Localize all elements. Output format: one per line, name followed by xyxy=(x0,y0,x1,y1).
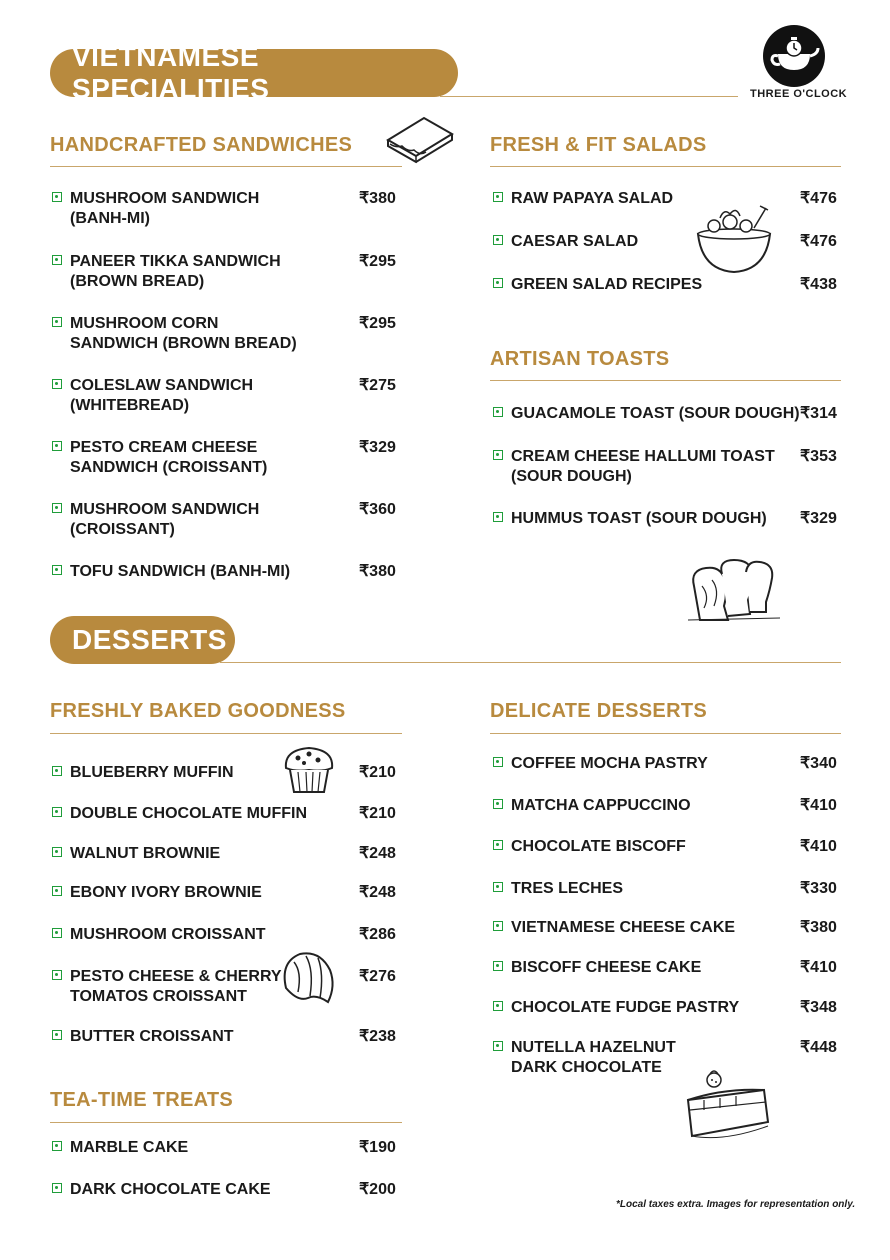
veg-mark-icon xyxy=(52,807,62,817)
veg-mark-icon xyxy=(493,1001,503,1011)
list-item xyxy=(52,438,402,478)
item-name: BUTTER CROISSANT xyxy=(70,1028,234,1045)
item-name: CAESAR SALAD xyxy=(511,233,639,250)
veg-mark-icon xyxy=(493,512,503,522)
item-price: ₹329 xyxy=(800,510,837,527)
item-price: ₹353 xyxy=(800,448,837,465)
item-name: PANEER TIKKA SANDWICH (BROWN BREAD) xyxy=(70,253,281,290)
item-name: BISCOFF CHEESE CAKE xyxy=(511,959,702,976)
veg-mark-icon xyxy=(493,235,503,245)
brand-name: THREE O'CLOCK xyxy=(750,88,848,100)
item-price: ₹238 xyxy=(359,1028,396,1045)
list-item xyxy=(493,998,841,1018)
list-item xyxy=(493,447,841,487)
item-name: PESTO CHEESE & CHERRY TOMATOS CROISSANT xyxy=(70,968,282,1005)
item-price: ₹410 xyxy=(800,959,837,976)
item-price: ₹248 xyxy=(359,845,396,862)
list-item xyxy=(52,763,402,783)
list-item xyxy=(52,883,402,903)
veg-mark-icon xyxy=(52,1030,62,1040)
list-item xyxy=(493,879,841,899)
item-name: DOUBLE CHOCOLATE MUFFIN xyxy=(70,805,308,822)
item-name: EBONY IVORY BROWNIE xyxy=(70,884,262,901)
cake-slice-illustration-icon xyxy=(684,1066,776,1147)
item-name: MUSHROOM SANDWICH (BANH-MI) xyxy=(70,190,260,227)
list-item xyxy=(52,844,402,864)
veg-mark-icon xyxy=(493,921,503,931)
list-item xyxy=(52,967,402,1007)
section-title-sandwiches: HANDCRAFTED SANDWICHES xyxy=(50,134,353,156)
list-item xyxy=(493,918,841,938)
veg-mark-icon xyxy=(493,192,503,202)
list-item xyxy=(493,189,841,209)
veg-mark-icon xyxy=(52,317,62,327)
veg-mark-icon xyxy=(52,1141,62,1151)
veg-mark-icon xyxy=(493,882,503,892)
item-price: ₹210 xyxy=(359,805,396,822)
item-price: ₹190 xyxy=(359,1139,396,1156)
item-name: MATCHA CAPPUCCINO xyxy=(511,797,691,814)
item-price: ₹276 xyxy=(359,968,396,985)
item-name: GREEN SALAD RECIPES xyxy=(511,276,703,293)
banner-rule xyxy=(220,662,841,663)
list-item xyxy=(52,314,402,354)
item-name: TOFU SANDWICH (BANH-MI) xyxy=(70,563,291,580)
section-rule xyxy=(50,1122,402,1123)
veg-mark-icon xyxy=(52,503,62,513)
item-price: ₹380 xyxy=(800,919,837,936)
item-price: ₹410 xyxy=(800,797,837,814)
teapot-clock-logo-icon xyxy=(762,24,826,88)
list-item xyxy=(493,754,841,774)
list-item xyxy=(493,275,841,295)
list-item xyxy=(52,252,402,292)
sandwich-illustration-icon xyxy=(384,112,456,173)
item-price: ₹210 xyxy=(359,764,396,781)
list-item xyxy=(52,1027,402,1047)
item-name: MUSHROOM CORN SANDWICH (BROWN BREAD) xyxy=(70,315,297,352)
section-rule xyxy=(490,380,841,381)
section-rule xyxy=(490,166,841,167)
veg-mark-icon xyxy=(52,886,62,896)
item-price: ₹448 xyxy=(800,1039,837,1056)
list-item xyxy=(493,796,841,816)
section-rule xyxy=(490,733,841,734)
item-name: COFFEE MOCHA PASTRY xyxy=(511,755,708,772)
section-title-tea: TEA-TIME TREATS xyxy=(50,1089,234,1111)
veg-mark-icon xyxy=(52,928,62,938)
item-name: MUSHROOM CROISSANT xyxy=(70,926,266,943)
item-name: VIETNAMESE CHEESE CAKE xyxy=(511,919,736,936)
item-price: ₹295 xyxy=(359,253,396,270)
item-price: ₹329 xyxy=(359,439,396,456)
veg-mark-icon xyxy=(493,450,503,460)
item-price: ₹380 xyxy=(359,563,396,580)
item-price: ₹248 xyxy=(359,884,396,901)
item-name: PESTO CREAM CHEESE SANDWICH (CROISSANT) xyxy=(70,439,268,476)
list-item xyxy=(493,404,841,424)
veg-mark-icon xyxy=(52,441,62,451)
banner-desserts: DESSERTS xyxy=(50,616,235,664)
list-item xyxy=(52,562,402,582)
item-name: MARBLE CAKE xyxy=(70,1139,189,1156)
banner-rule xyxy=(440,96,738,97)
footnote: *Local taxes extra. Images for representation only. xyxy=(616,1199,856,1210)
veg-mark-icon xyxy=(52,192,62,202)
veg-mark-icon xyxy=(52,970,62,980)
section-title-baked: FRESHLY BAKED GOODNESS xyxy=(50,700,346,722)
item-price: ₹380 xyxy=(359,190,396,207)
veg-mark-icon xyxy=(52,1183,62,1193)
item-name: CREAM CHEESE HALLUMI TOAST (SOUR DOUGH) xyxy=(511,448,775,485)
list-item xyxy=(52,500,402,540)
veg-mark-icon xyxy=(52,255,62,265)
veg-mark-icon xyxy=(52,565,62,575)
item-name: NUTELLA HAZELNUT DARK CHOCOLATE xyxy=(511,1039,676,1076)
list-item xyxy=(52,804,402,824)
veg-mark-icon xyxy=(493,407,503,417)
list-item xyxy=(52,1138,402,1158)
item-price: ₹200 xyxy=(359,1181,396,1198)
item-name: RAW PAPAYA SALAD xyxy=(511,190,674,207)
veg-mark-icon xyxy=(493,757,503,767)
item-price: ₹438 xyxy=(800,276,837,293)
item-name: MUSHROOM SANDWICH (CROISSANT) xyxy=(70,501,260,538)
section-rule xyxy=(50,733,402,734)
item-price: ₹275 xyxy=(359,377,396,394)
veg-mark-icon xyxy=(52,766,62,776)
item-name: TRES LECHES xyxy=(511,880,624,897)
list-item xyxy=(493,958,841,978)
brand-logo xyxy=(762,24,826,88)
list-item xyxy=(52,189,402,229)
section-rule xyxy=(50,166,402,167)
item-price: ₹476 xyxy=(800,233,837,250)
section-title-desserts: DELICATE DESSERTS xyxy=(490,700,707,722)
item-name: COLESLAW SANDWICH (WHITEBREAD) xyxy=(70,377,254,414)
item-name: DARK CHOCOLATE CAKE xyxy=(70,1181,271,1198)
item-name: WALNUT BROWNIE xyxy=(70,845,221,862)
section-title-salads: FRESH & FIT SALADS xyxy=(490,134,707,156)
list-item xyxy=(493,232,841,252)
veg-mark-icon xyxy=(493,799,503,809)
item-price: ₹314 xyxy=(800,405,837,422)
item-price: ₹410 xyxy=(800,838,837,855)
banner-vietnamese-specialities: VIETNAMESE SPECIALITIES xyxy=(50,49,458,97)
list-item xyxy=(493,837,841,857)
veg-mark-icon xyxy=(493,1041,503,1051)
list-item xyxy=(493,1038,841,1078)
toast-illustration-icon xyxy=(684,556,784,633)
item-price: ₹330 xyxy=(800,880,837,897)
item-name: CHOCOLATE FUDGE PASTRY xyxy=(511,999,740,1016)
item-price: ₹360 xyxy=(359,501,396,518)
list-item xyxy=(493,509,841,529)
list-item xyxy=(52,1180,402,1200)
item-price: ₹340 xyxy=(800,755,837,772)
list-item xyxy=(52,376,402,416)
veg-mark-icon xyxy=(52,847,62,857)
item-name: CHOCOLATE BISCOFF xyxy=(511,838,686,855)
veg-mark-icon xyxy=(493,961,503,971)
item-name: BLUEBERRY MUFFIN xyxy=(70,764,234,781)
section-title-toasts: ARTISAN TOASTS xyxy=(490,348,670,370)
item-price: ₹295 xyxy=(359,315,396,332)
item-price: ₹286 xyxy=(359,926,396,943)
item-name: GUACAMOLE TOAST (SOUR DOUGH) xyxy=(511,405,800,422)
item-price: ₹348 xyxy=(800,999,837,1016)
veg-mark-icon xyxy=(52,379,62,389)
veg-mark-icon xyxy=(493,278,503,288)
item-name: HUMMUS TOAST (SOUR DOUGH) xyxy=(511,510,767,527)
item-price: ₹476 xyxy=(800,190,837,207)
list-item xyxy=(52,925,402,945)
veg-mark-icon xyxy=(493,840,503,850)
